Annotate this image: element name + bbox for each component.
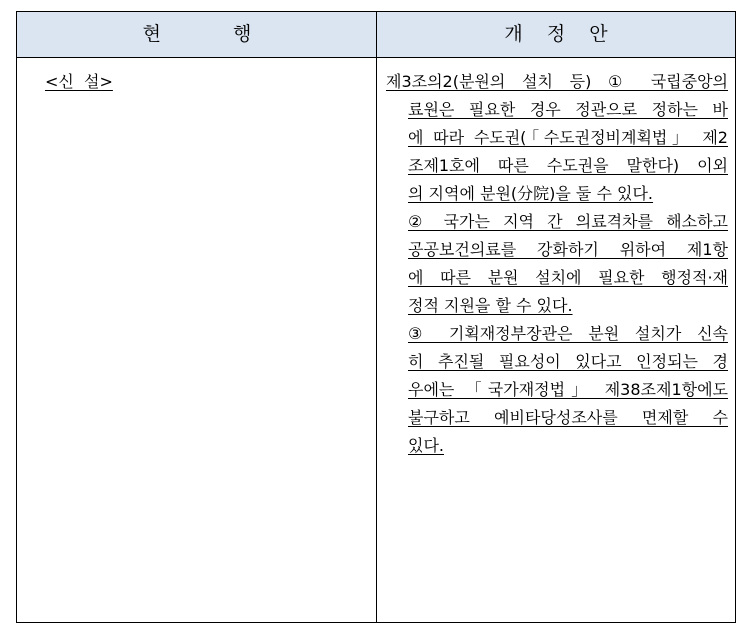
revision-line: 정적 지원을 할 수 있다.	[408, 296, 573, 315]
revision-line-wrap	[386, 96, 728, 124]
revision-line: ② 국가는 지역 간 의료격차를 해소하고	[408, 212, 728, 231]
revision-line-wrap	[386, 292, 728, 320]
current-column	[45, 68, 113, 96]
header-revision: 개 정 안	[504, 23, 608, 45]
revision-line-wrap	[386, 432, 728, 460]
column-divider	[376, 12, 377, 622]
comparison-table	[16, 11, 736, 623]
revision-line: 공공보건의료를 강화하기 위하여 제1항	[408, 240, 728, 259]
current-text: <신 설>	[45, 72, 113, 91]
revision-line: 조제1호에 따른 수도권을 말한다) 이외	[408, 156, 728, 175]
header-current-char-1: 현	[142, 23, 161, 45]
revision-line-wrap	[386, 180, 728, 208]
revision-line-wrap	[386, 320, 728, 348]
revision-line: 있다.	[408, 436, 444, 455]
revision-line-wrap	[386, 404, 728, 432]
revision-line: 에 따라 수도권(「수도권정비계획법」 제2	[408, 128, 728, 147]
revision-line-wrap	[386, 208, 728, 236]
revision-line: 제3조의2(분원의 설치 등) ① 국립중앙의	[386, 72, 728, 91]
revision-line: ③ 기획재정부장관은 분원 설치가 신속	[408, 324, 728, 343]
revision-line: 우에는 「국가재정법」 제38조제1항에도	[408, 380, 728, 399]
revision-line: 히 추진될 필요성이 있다고 인정되는 경	[408, 352, 728, 371]
revision-line-wrap	[386, 376, 728, 404]
revision-line-wrap	[386, 152, 728, 180]
revision-line: 료원은 필요한 경우 정관으로 정하는 바	[408, 100, 728, 119]
header-current	[17, 12, 377, 57]
revision-line-wrap	[386, 264, 728, 292]
revision-line: 의 지역에 분원(分院)을 둘 수 있다.	[408, 184, 654, 203]
revision-line-wrap	[386, 348, 728, 376]
header-current-char-2: 행	[233, 23, 252, 45]
revision-line: 불구하고 예비타당성조사를 면제할 수	[408, 408, 728, 427]
revision-line: 에 따른 분원 설치에 필요한 행정적·재	[408, 268, 728, 287]
revision-column	[386, 68, 728, 460]
revision-line-wrap	[386, 124, 728, 152]
revision-line-wrap	[386, 236, 728, 264]
